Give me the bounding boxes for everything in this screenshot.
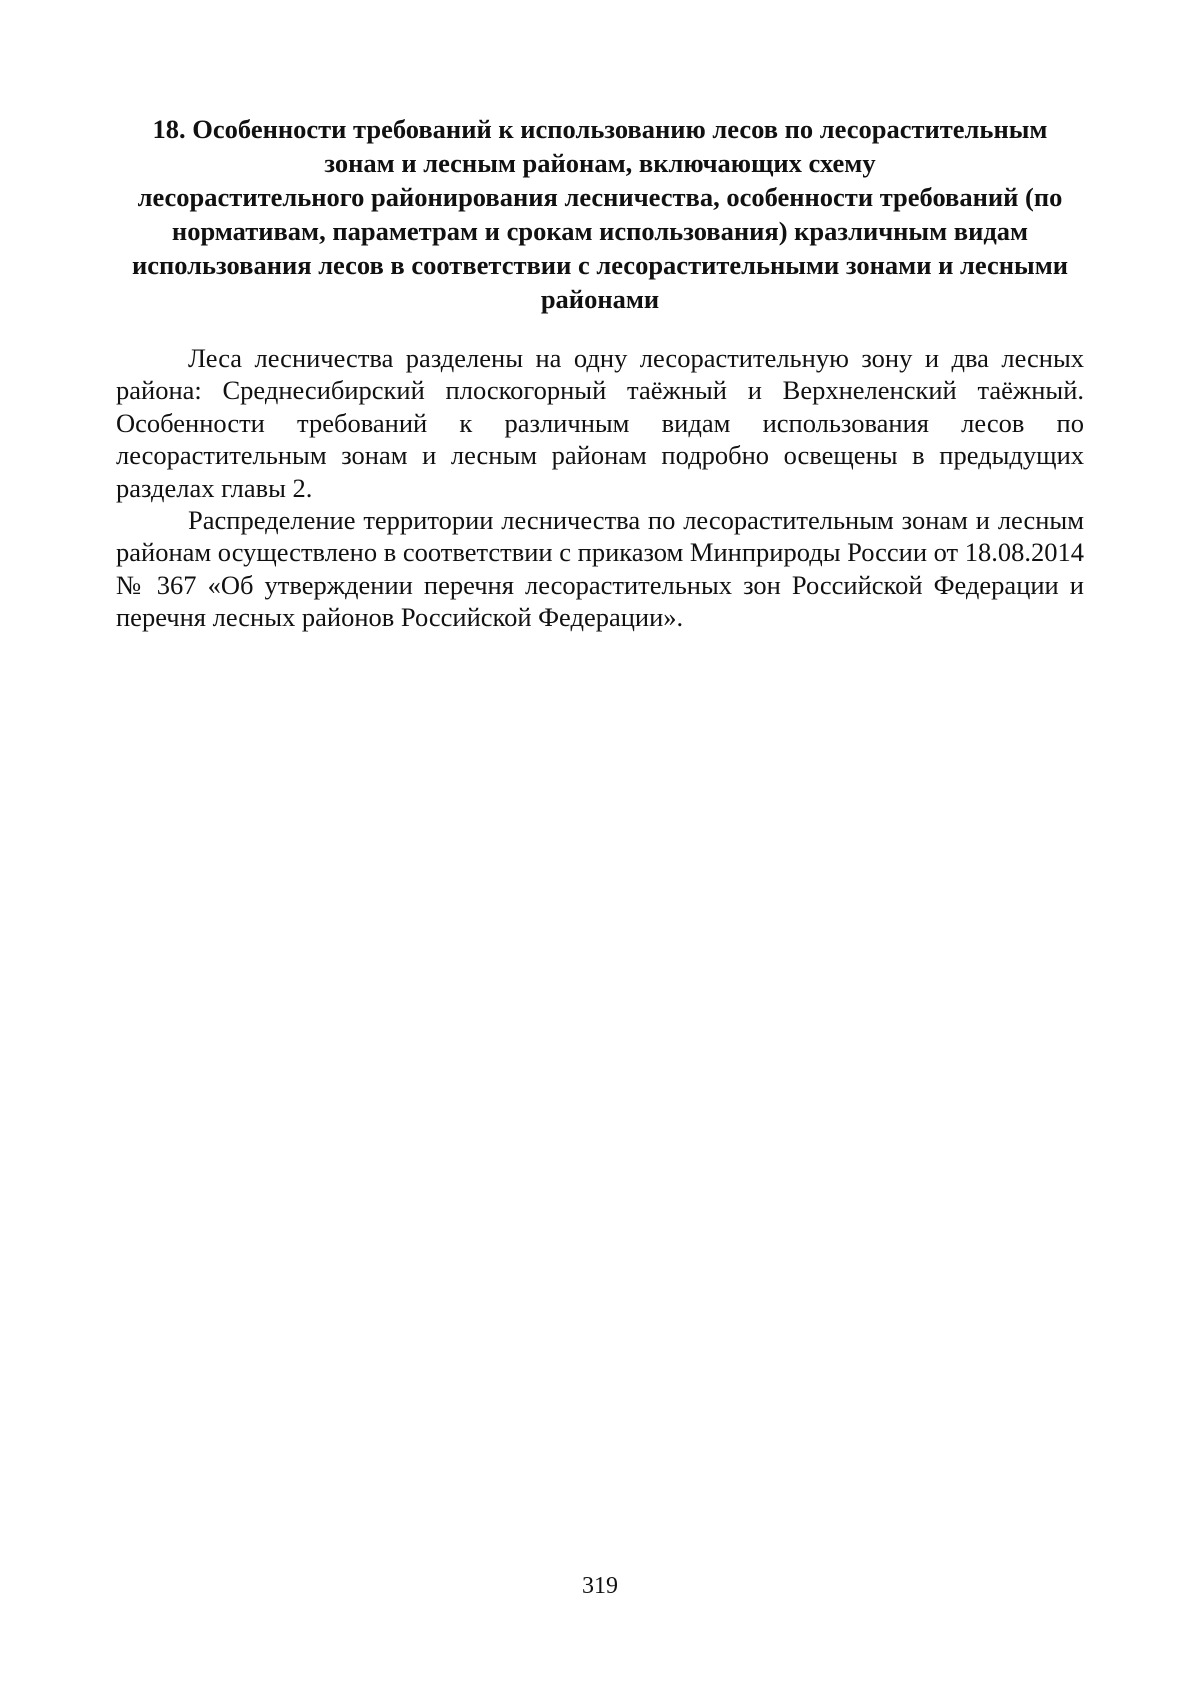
paragraph-territory-distribution: Распределение территории лесничества по лесорастительным зонам и лесным районам осуществлено в соответствии с приказом Минприроды России от 18.08.2014 № 367 «Об утверждении перечня лесорастительных зон Российской Федерации и перечня лесных районов Российской Федерации». [116,505,1084,633]
heading-line: 18. Особенности требований к использованию лесов по лесорастительным [152,114,1048,144]
page-number: 319 [582,1573,618,1599]
heading-line: нормативам, параметрам и срокам использования) кразличным видам [171,216,1029,246]
heading-line: использования лесов в соответствии с лесорастительными зонами и лесными [131,250,1069,280]
body-text [116,342,1084,634]
heading-line: зонам и лесным районам, включающих схему [324,148,876,178]
heading-line: лесорастительного районирования лесничества, особенности требований (по [137,182,1063,212]
paragraph-forest-zones: Леса лесничества разделены на одну лесорастительную зону и два лесных района: Среднесибирский плоскогорный таёжный и Верхнеленский таёжный. Особенности требований к различным видам использования лесов по лесорастительным зонам и лесным районам подробно освещены в предыдущих разделах главы 2. [116,343,1084,503]
heading-line: районами [540,284,660,314]
section-heading [118,112,1082,316]
